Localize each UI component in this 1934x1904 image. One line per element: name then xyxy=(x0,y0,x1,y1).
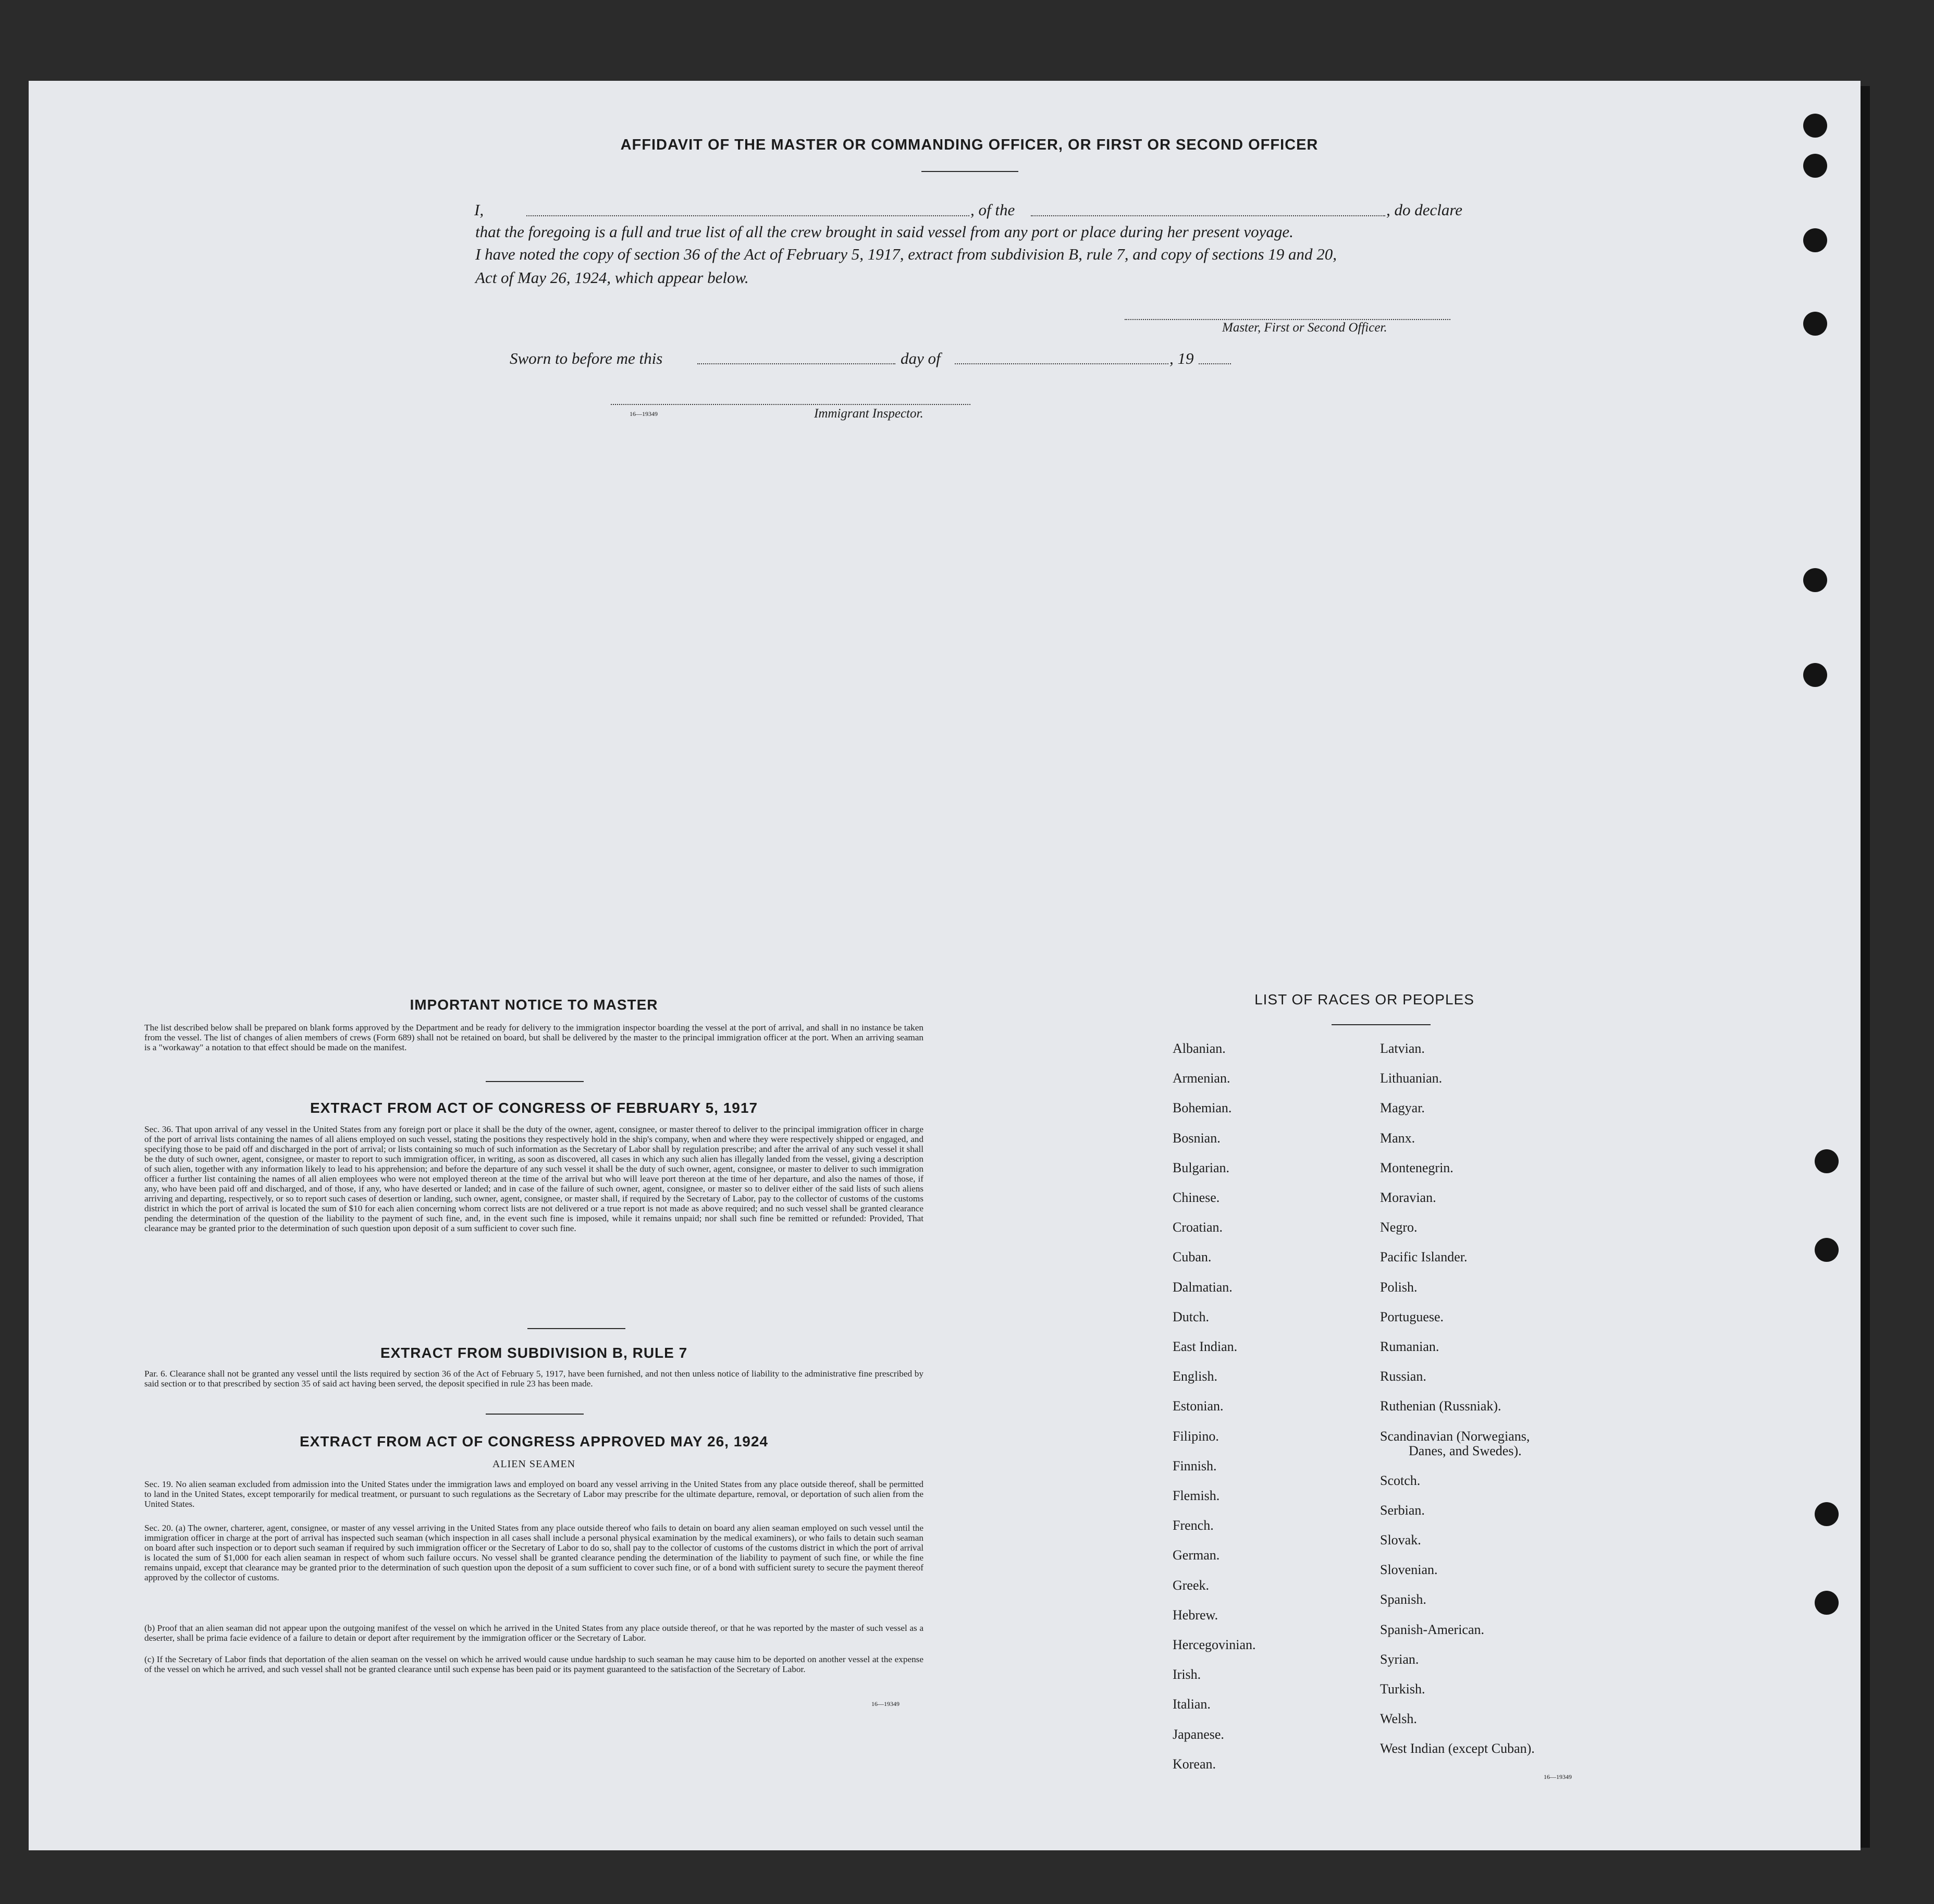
binder-hole xyxy=(1803,663,1827,687)
race-entry: Korean. xyxy=(1173,1756,1216,1772)
race-entry: Bohemian. xyxy=(1173,1100,1232,1116)
race-entry: Danes, and Swedes). xyxy=(1409,1443,1522,1458)
race-entry: Magyar. xyxy=(1380,1100,1425,1116)
race-entry: Latvian. xyxy=(1380,1041,1425,1056)
day-of-label: day of xyxy=(901,349,941,367)
rule7-rule xyxy=(486,1414,584,1415)
sworn-label: Sworn to before me this xyxy=(510,349,663,367)
binder-hole xyxy=(1815,1149,1839,1173)
notice-rule xyxy=(486,1081,584,1082)
extract-1917-title: EXTRACT FROM ACT OF CONGRESS OF FEBRUARY 5, 1917 xyxy=(310,1100,758,1116)
race-entry: Filipino. xyxy=(1173,1428,1219,1444)
extract-1924-sec20b: (b) Proof that an alien seaman did not appear upon the outgoing manifest of the vessel on which he arrived in the United States from any place outside thereof, or that he was reported by the master of such vessel as a deserter, shall be prima facie evidence of a failure to detain or deport after requirement by the immigration officer or the Secretary of Labor. xyxy=(144,1623,923,1643)
race-entry: Rumanian. xyxy=(1380,1339,1439,1355)
race-entry: Cuban. xyxy=(1173,1249,1212,1265)
race-entry: Dalmatian. xyxy=(1173,1279,1233,1295)
race-entry: Bosnian. xyxy=(1173,1130,1221,1146)
binder-hole xyxy=(1815,1238,1839,1262)
race-entry: Moravian. xyxy=(1380,1190,1436,1206)
notice-text: The list described below shall be prepared on blank forms approved by the Department and be ready for delivery to the immigration inspector boarding the vessel at the port of arrival, and shall in no instance be taken from the vessel. The list of changes of alien members of crews (Form 689) shall not be retained on board, but shall be delivered by the master to the principal immigration officer at the port. When an arriving seaman is a "workaway" a notation to that effect should be made on the manifest. xyxy=(144,1023,923,1052)
extract-1924-sec20a: Sec. 20. (a) The owner, charterer, agent, consignee, or master of any vessel arriving in the United States from any place outside thereof who fails to detain on board any alien seaman employed on such vessel until the immigration officer in charge at the port of arrival has inspected such seaman (which inspection in all cases shall include a personal physical examination by the medical examiners), or who fails to detain such seaman on board after such inspection or to deport such seaman if required by such immigration officer or the Secretary of Labor to do so, shall pay to the collector of customs of the customs district in which the port of arrival is located the sum of $1,000 for each alien seaman in respect of whom such failure occurs. No vessel shall be granted clearance pending the determination of the liability to payment of such fine, or while the fine remains unpaid, except that clearance may be granted prior to the determination of such question upon the deposit of a sum sufficient to cover such fine, or of a bond with sufficient surety to secure the payment thereof approved by the collector of customs. xyxy=(144,1523,923,1582)
binder-hole xyxy=(1803,312,1827,336)
signature-label: Master, First or Second Officer. xyxy=(1222,321,1387,335)
race-entry: Croatian. xyxy=(1173,1220,1223,1235)
race-entry: Portuguese. xyxy=(1380,1309,1444,1324)
binder-hole xyxy=(1803,114,1827,138)
races-title: LIST OF RACES OR PEOPLES xyxy=(1254,991,1474,1008)
race-entry: Manx. xyxy=(1380,1130,1415,1146)
binder-hole xyxy=(1815,1502,1839,1526)
race-entry: Montenegrin. xyxy=(1380,1160,1453,1175)
declaration-line-3: I have noted the copy of section 36 of the Act of February 5, 1917, extract from subdivision B, rule 7, and copy of sections 19 and 20, xyxy=(475,245,1337,263)
race-entry: Ruthenian (Russniak). xyxy=(1380,1398,1501,1414)
race-entry: Dutch. xyxy=(1173,1309,1210,1324)
extract-1924-title: EXTRACT FROM ACT OF CONGRESS APPROVED MAY 26, 1924 xyxy=(300,1433,768,1450)
binder-hole xyxy=(1803,568,1827,592)
sworn-month-field[interactable] xyxy=(955,363,1168,364)
declaration-line-2: that the foregoing is a full and true list of all the crew brought in said vessel from any port or place during her present voyage. xyxy=(475,223,1294,241)
race-entry: Greek. xyxy=(1173,1577,1210,1593)
inspector-signature-field[interactable] xyxy=(611,404,970,405)
extract-1924-sec19: Sec. 19. No alien seaman excluded from admission into the United States under the immigration laws and employed on board any vessel arriving in the United States from any place outside thereof, shall be permitted to land in the United States, except temporarily for medical treatment, or pursuant to such regulations as the Secretary of Labor may prescribe for the ultimate departure, removal, or deportation of such alien from the United States. xyxy=(144,1479,923,1509)
page-edge-shadow xyxy=(1861,86,1870,1848)
race-entry: West Indian (except Cuban). xyxy=(1380,1741,1535,1756)
race-entry: Serbian. xyxy=(1380,1502,1425,1518)
races-left-column xyxy=(1173,1034,1256,1779)
race-entry: Flemish. xyxy=(1173,1488,1220,1504)
rule7-text: Par. 6. Clearance shall not be granted any vessel until the lists required by section 36 of the Act of February 5, 1917, have been furnished, and not then unless notice of liability to the administrative fine prescribed by said section or to that prescribed by section 35 of said act having been served, the deposit specified in rule 23 has been made. xyxy=(144,1369,923,1389)
extract-1917-text: Sec. 36. That upon arrival of any vessel in the United States from any foreign port or place it shall be the duty of the owner, agent, consignee, or master thereof to deliver to the principal immigration officer in charge of the port of arrival lists containing the names of all aliens employed on such vessel, stating the positions they respectively hold in the ship's company, when and where they were respectively shipped or engaged, and specifying those to be paid off and discharged in the port of arrival; or lists containing so much of such information as the Secretary of Labor shall by regulation prescribe; and after the arrival of any such vessel it shall be the duty of such owner, agent, consignee, or master to report to such immigration officer, in writing, as soon as discovered, all cases in which any such alien has illegally landed from the vessel, giving a description of such alien, together with any information likely to lead to his apprehension; and before the departure of any such vessel it shall be the duty of such owner, agent, consignee, or master to deliver to such immigration officer a further list containing the names of all alien employees who were not employed thereon at the time of the arrival but who will leave port thereon at the time of her departure, and also the names of those, if any, who have been paid off and discharged, and of those, if any, who have deserted or landed; and in case of the failure of such owner, agent, consignee, or master so to deliver either of the said lists of such aliens arriving and departing, respectively, or so to report such cases of desertion or landing, such owner, agent, consignee, or master shall, if required by the Secretary of Labor, pay to the collector of customs of the customs district in which the port of arrival is located the sum of $10 for each alien concerning whom correct lists are not delivered or a true report is not made as above required; and no such vessel shall be granted clearance pending the determination of the question of the liability to the payment of such fine, and, in the event such fine is imposed, while it remains unpaid; nor shall such fine be remitted or refunded: Provided, That clearance may be granted prior to the determination of such question upon deposit of a sum sufficient to cover such fine. xyxy=(144,1124,923,1233)
do-declare-label: , do declare xyxy=(1386,201,1463,219)
binder-hole xyxy=(1803,228,1827,252)
extract-1924-sec20c: (c) If the Secretary of Labor finds that deportation of the alien seaman on the vessel on which he arrived would cause undue hardship to such seaman he may cause him to be deported on another vessel at the expense of the vessel on which he arrived, and such vessel shall not be granted clearance until such expense has been paid or its payment guaranteed to the satisfaction of the Secretary of Labor. xyxy=(144,1654,923,1674)
document-page xyxy=(29,81,1861,1850)
race-entry: Negro. xyxy=(1380,1220,1418,1235)
race-entry: Spanish-American. xyxy=(1380,1622,1485,1637)
inspector-label: Immigrant Inspector. xyxy=(814,407,923,421)
race-entry: Scandinavian (Norwegians, xyxy=(1380,1428,1530,1444)
affidavit-form-number: 16—19349 xyxy=(630,410,658,417)
races-form-number: 16—19349 xyxy=(1544,1773,1572,1780)
race-entry: Lithuanian. xyxy=(1380,1071,1443,1086)
vessel-name-field[interactable] xyxy=(1031,215,1385,216)
race-entry: Japanese. xyxy=(1173,1726,1224,1742)
affidavit-title-rule xyxy=(921,171,1018,172)
affidavit-title: AFFIDAVIT OF THE MASTER OR COMMANDING OFFICER, OR FIRST OR SECOND OFFICER xyxy=(620,137,1319,153)
race-entry: Chinese. xyxy=(1173,1190,1220,1206)
year-label: , 19 xyxy=(1169,349,1194,367)
race-entry: Spanish. xyxy=(1380,1592,1426,1607)
extract-form-number: 16—19349 xyxy=(871,1700,900,1708)
extract-1924-subtitle: ALIEN SEAMEN xyxy=(492,1458,576,1470)
extract-1917-rule xyxy=(527,1328,625,1329)
race-entry: Hercegovinian. xyxy=(1173,1637,1256,1653)
races-right-column xyxy=(1380,1034,1535,1764)
race-entry: Hebrew. xyxy=(1173,1607,1218,1623)
race-entry: Syrian. xyxy=(1380,1651,1419,1667)
rule7-title: EXTRACT FROM SUBDIVISION B, RULE 7 xyxy=(380,1345,688,1361)
of-the-label: , of the xyxy=(970,201,1015,219)
declarant-name-field[interactable] xyxy=(526,215,969,216)
declaration-line-4: Act of May 26, 1924, which appear below. xyxy=(475,268,749,287)
race-entry: Italian. xyxy=(1173,1697,1211,1712)
race-entry: German. xyxy=(1173,1547,1220,1563)
race-entry: French. xyxy=(1173,1518,1214,1533)
race-entry: English. xyxy=(1173,1369,1217,1384)
binder-hole xyxy=(1803,154,1827,178)
officer-signature-field[interactable] xyxy=(1125,319,1450,320)
race-entry: East Indian. xyxy=(1173,1339,1238,1355)
race-entry: Armenian. xyxy=(1173,1071,1230,1086)
sworn-year-field[interactable] xyxy=(1199,363,1231,364)
race-entry: Turkish. xyxy=(1380,1681,1425,1697)
race-entry: Finnish. xyxy=(1173,1458,1217,1473)
race-entry: Albanian. xyxy=(1173,1041,1226,1056)
sworn-day-field[interactable] xyxy=(697,363,895,364)
declaration-start: I, xyxy=(474,201,484,219)
race-entry: Bulgarian. xyxy=(1173,1160,1230,1175)
race-entry: Pacific Islander. xyxy=(1380,1249,1468,1265)
race-entry: Scotch. xyxy=(1380,1472,1421,1488)
race-entry: Welsh. xyxy=(1380,1711,1417,1727)
race-entry: Russian. xyxy=(1380,1369,1426,1384)
binder-hole xyxy=(1815,1591,1839,1615)
race-entry: Slovenian. xyxy=(1380,1562,1438,1578)
race-entry: Polish. xyxy=(1380,1279,1418,1295)
race-entry: Irish. xyxy=(1173,1667,1201,1682)
notice-title: IMPORTANT NOTICE TO MASTER xyxy=(410,997,658,1013)
race-entry: Estonian. xyxy=(1173,1398,1224,1414)
races-rule xyxy=(1332,1024,1431,1025)
race-entry: Slovak. xyxy=(1380,1532,1421,1548)
